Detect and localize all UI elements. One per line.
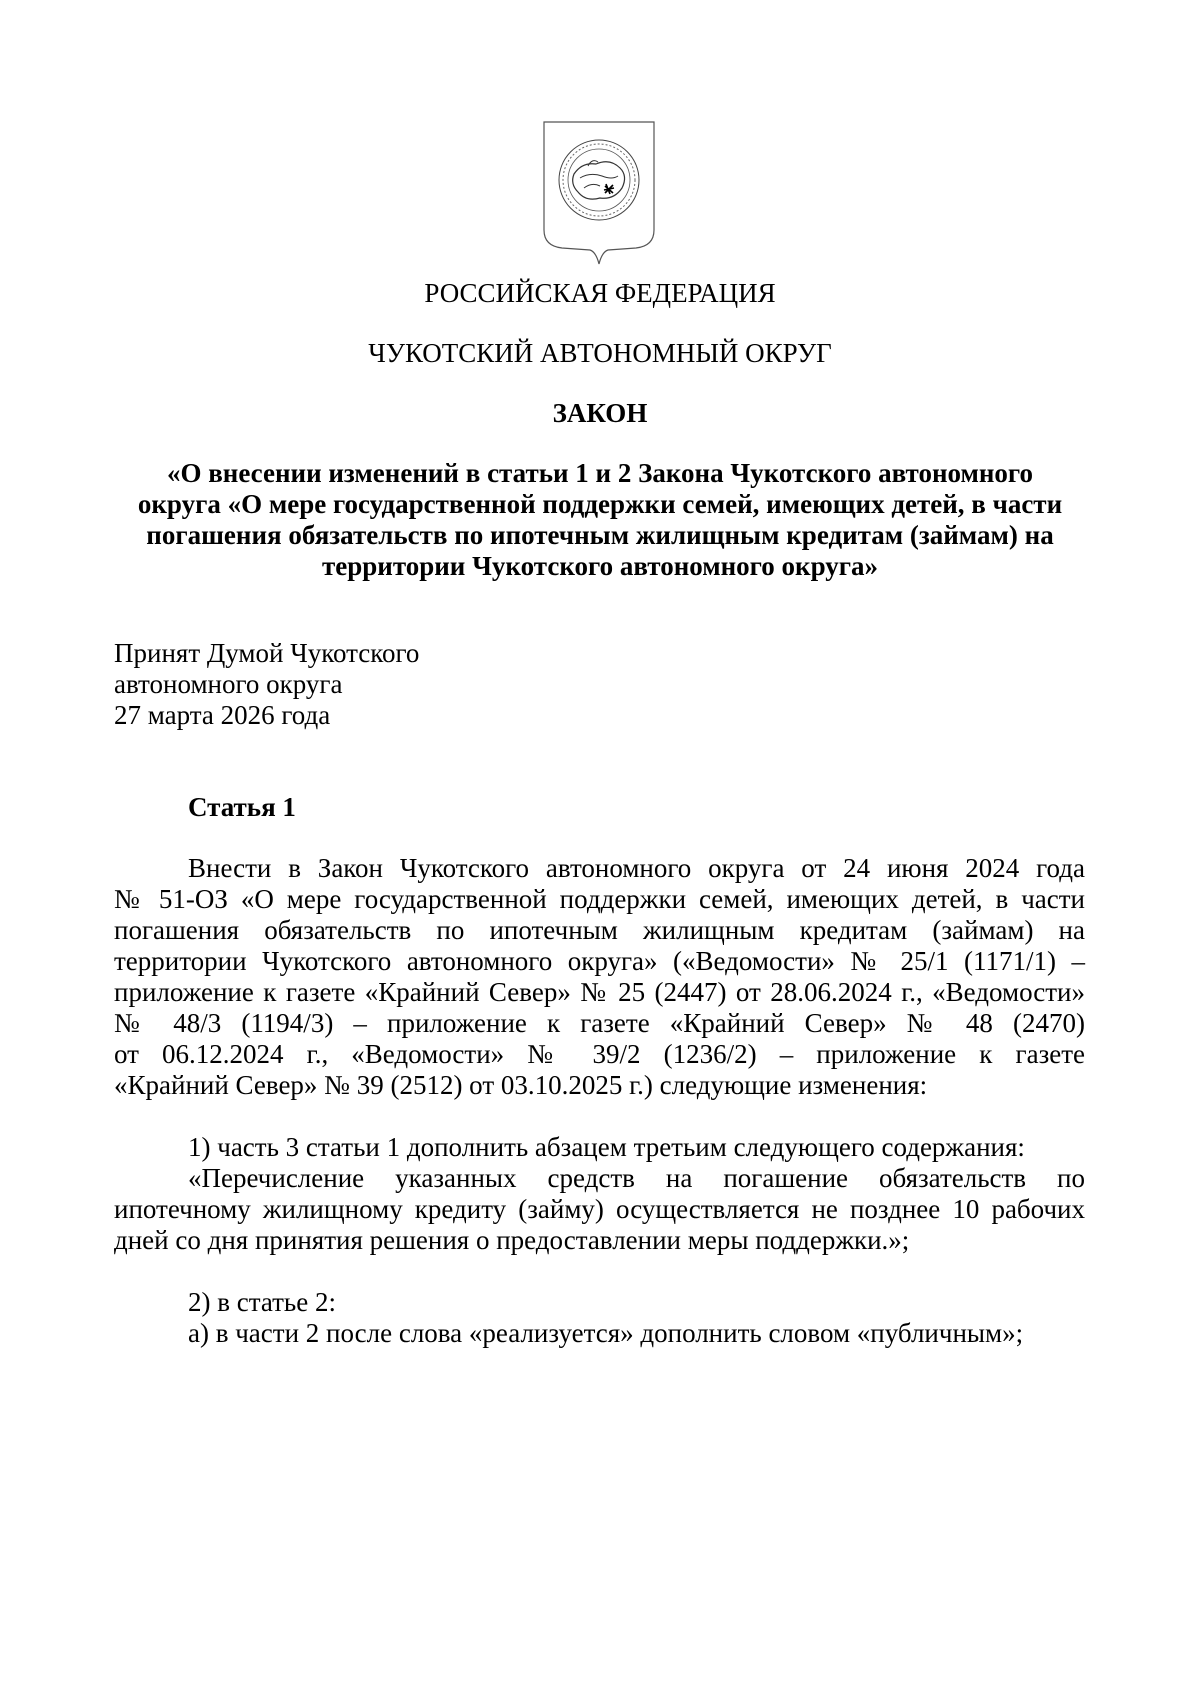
law-title-line: «О внесении изменений в статьи 1 и 2 Закона Чукотского автономного	[166, 458, 1034, 488]
adoption-line: автономного округа	[114, 669, 343, 699]
article-text-line: «Крайний Север» № 39 (2512) от 03.10.2025 г.) следующие изменения:	[114, 1070, 928, 1100]
document-type-heading: ЗАКОН	[552, 398, 648, 428]
article-text-line: приложение к газете «Крайний Север» № 25 (2447) от 28.06.2024 г., «Ведомости»	[114, 977, 1085, 1007]
region-heading: ЧУКОТСКИЙ АВТОНОМНЫЙ ОКРУГ	[368, 338, 832, 368]
amendment-item-1-label: 1) часть 3 статьи 1 дополнить абзацем третьим следующего содержания:	[188, 1132, 1025, 1162]
amendment-item-2-label: 2) в статье 2:	[188, 1287, 336, 1317]
article-text-line: территории Чукотского автономного округа» («Ведомости» № 25/1 (1171/1) –	[114, 946, 1085, 976]
article-heading: Статья 1	[188, 792, 296, 822]
amendment-quote-line: дней со дня принятия решения о предоставлении меры поддержки.»;	[114, 1225, 910, 1255]
adoption-date: 27 марта 2026 года	[114, 700, 331, 730]
law-title-line: округа «О мере государственной поддержки семей, имеющих детей, в части	[137, 489, 1063, 519]
article-text-line: от 06.12.2024 г., «Ведомости» № 39/2 (1236/2) – приложение к газете	[114, 1039, 1085, 1069]
amendment-quote-line: ипотечному жилищному кредиту (займу) осуществляется не позднее 10 рабочих	[114, 1194, 1085, 1224]
article-text-line: № 51-ОЗ «О мере государственной поддержки семей, имеющих детей, в части	[114, 884, 1085, 914]
article-text-line: Внести в Закон Чукотского автономного округа от 24 июня 2024 года	[188, 853, 1085, 883]
country-heading: РОССИЙСКАЯ ФЕДЕРАЦИЯ	[424, 278, 776, 308]
article-text-line: № 48/3 (1194/3) – приложение к газете «Крайний Север» № 48 (2470)	[114, 1008, 1085, 1038]
amendment-item-2a: а) в части 2 после слова «реализуется» дополнить словом «публичным»;	[188, 1318, 1024, 1348]
adoption-line: Принят Думой Чукотского	[114, 638, 420, 668]
law-title-line: погашения обязательств по ипотечным жилищным кредитам (займам) на	[146, 520, 1054, 550]
law-title-line: территории Чукотского автономного округа»	[321, 551, 879, 581]
article-text-line: погашения обязательств по ипотечным жилищным кредитам (займам) на	[114, 915, 1085, 945]
coat-of-arms-emblem	[540, 118, 658, 266]
amendment-quote-line: «Перечисление указанных средств на погашение обязательств по	[188, 1163, 1085, 1193]
